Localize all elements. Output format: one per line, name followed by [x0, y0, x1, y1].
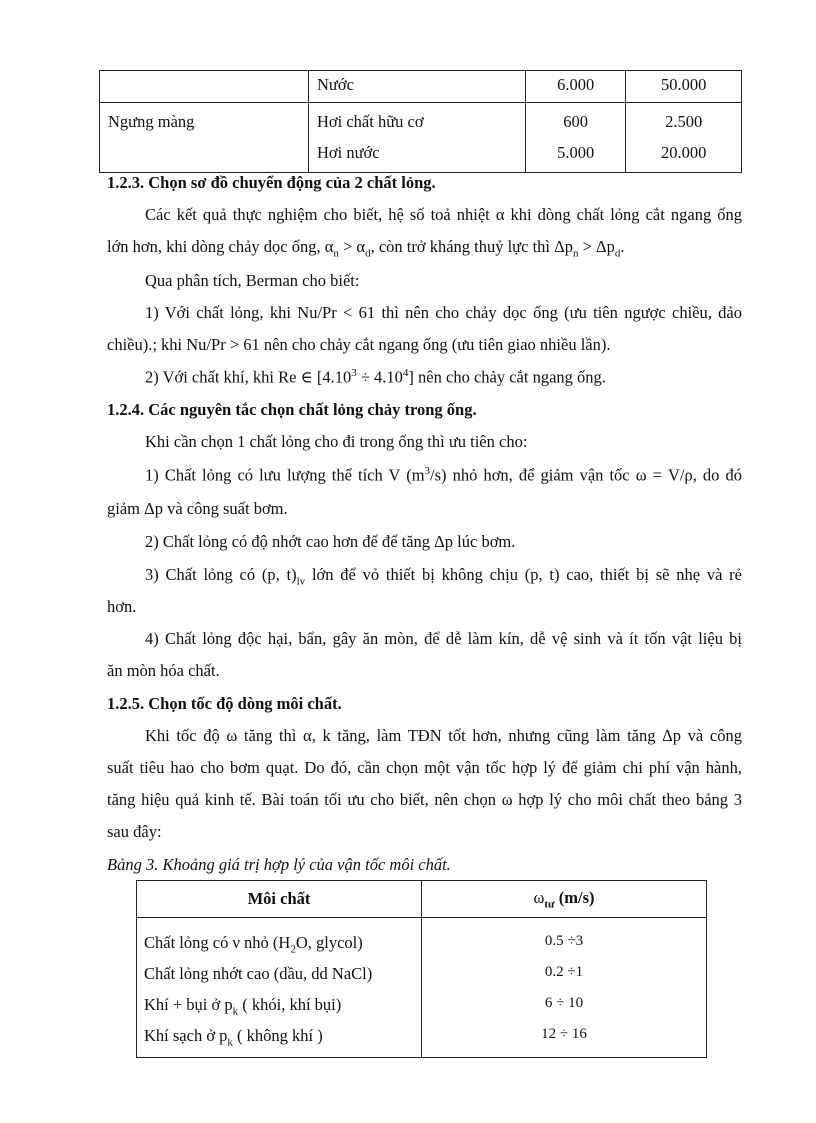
table-cell: Chất lỏng có ν nhỏ ($H_2O$, glycol) Chất lỏng nhớt cao (dầu, dd NaCl) Khí + bụi ở $p_k$ ( khói, khí bụi) Khí sạch ở $p_k$ ( không khí ) — [137, 918, 422, 1058]
velocity-table — [136, 880, 707, 1058]
paragraph-line: lớn hơn, khi dòng chảy dọc ống, $\alpha_n > \alpha_d$, còn trở kháng thuỷ lực thì $\Delta p_n > \Delta p_d$. — [107, 237, 625, 260]
table-cell — [309, 103, 526, 173]
table-cell: 0.5 ÷3 0.2 ÷1 6 ÷ 10 12 ÷ 16 — [422, 918, 707, 1058]
heat-transfer-table — [99, 70, 742, 173]
table-row — [137, 918, 707, 1058]
paragraph-line: 4) Chất lỏng độc hại, bẩn, gây ăn mòn, để dễ làm kín, dễ vệ sinh và ít tốn vật liệu bị — [145, 629, 742, 648]
table-cell — [526, 103, 626, 173]
paragraph-line: giảm Δp và công suất bơm. — [107, 499, 288, 518]
paragraph-line: Khi cần chọn 1 chất lỏng cho đi trong ống thì ưu tiên cho: — [145, 432, 528, 451]
table-cell: Ngưng màng — [100, 103, 309, 173]
paragraph-line: 3) Chất lỏng có (p, $t)_{lv}$ lớn để vỏ thiết bị không chịu (p, t) cao, thiết bị sẽ nhẹ và rẻ — [145, 565, 742, 588]
cell-line: 600 — [563, 112, 589, 131]
table-row — [100, 103, 742, 173]
table-caption: Bảng 3. Khoảng giá trị hợp lý của vận tốc môi chất. — [107, 855, 451, 874]
cell-line: Hơi nước — [317, 143, 380, 162]
paragraph-line: 1) Với chất lỏng, khi Nu/Pr < 61 thì nên cho chảy dọc ống (ưu tiên ngược chiều, đảo — [145, 303, 742, 322]
paragraph-line: Các kết quả thực nghiệm cho biết, hệ số toả nhiệt α khi dòng chất lỏng cắt ngang ống — [145, 205, 742, 224]
table-header-velocity: $\omega_{tư}$ (m/s) — [422, 881, 707, 918]
cell-line: 5.000 — [557, 143, 595, 162]
paragraph-line: sau đây: — [107, 822, 162, 841]
cell-line: Hơi chất hữu cơ — [317, 112, 424, 131]
paragraph-line: hơn. — [107, 597, 137, 616]
paragraph-line: 2) Với chất khí, khi Re ∈ $[4.10^3 \div 4.10^4]$ nên cho chảy cắt ngang ống. — [145, 367, 606, 387]
section-heading: 1.2.5. Chọn tốc độ dòng môi chất. — [107, 694, 342, 713]
paragraph-line: tăng hiệu quả kinh tế. Bài toán tối ưu cho biết, nên chọn ω hợp lý cho môi chất theo bảng 3 — [107, 790, 742, 809]
table-cell: 6.000 — [526, 71, 626, 103]
paragraph-line: 2) Chất lỏng có độ nhớt cao hơn để để tăng Δp lúc bơm. — [145, 532, 516, 551]
paragraph-line: chiều).; khi Nu/Pr > 61 nên cho chảy cắt ngang ống (ưu tiên giao nhiều lần). — [107, 335, 611, 354]
table-header-row — [137, 881, 707, 918]
paragraph-line: 1) Chất lỏng có lưu lượng thể tích V $(m^3/s)$ nhỏ hơn, để giảm vận tốc ω = V/ρ, do đó — [145, 465, 743, 485]
table-cell: 50.000 — [626, 71, 742, 103]
table-cell — [626, 103, 742, 173]
paragraph-line: Khi tốc độ ω tăng thì α, k tăng, làm TĐN tốt hơn, nhưng cũng làm tăng Δp và công — [145, 726, 742, 745]
paragraph-line: ăn mòn hóa chất. — [107, 661, 220, 680]
table-header-medium: Môi chất — [137, 881, 422, 918]
paragraph-line: Qua phân tích, Berman cho biết: — [145, 271, 360, 290]
cell-line: 20.000 — [660, 143, 707, 162]
table-cell: Nước — [309, 71, 526, 103]
section-heading: 1.2.4. Các nguyên tắc chọn chất lỏng chảy trong ống. — [107, 400, 477, 419]
table-cell — [100, 71, 309, 103]
table-row — [100, 71, 742, 103]
paragraph-line: suất tiêu hao cho bơm quạt. Do đó, cần chọn một vận tốc hợp lý để giảm chi phí vận hành, — [107, 758, 742, 777]
cell-line: 2.500 — [665, 112, 703, 131]
section-heading: 1.2.3. Chọn sơ đồ chuyển động của 2 chất lỏng. — [107, 173, 436, 192]
